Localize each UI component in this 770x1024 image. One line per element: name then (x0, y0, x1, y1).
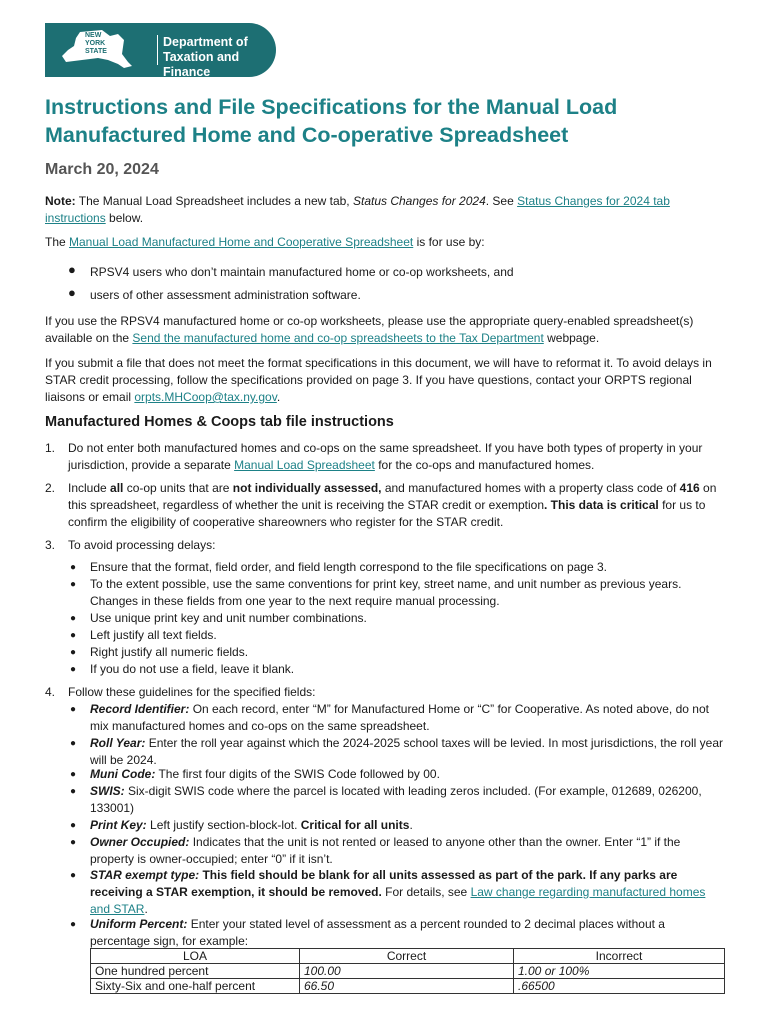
send-spreadsheets-link[interactable]: Send the manufactured home and co-op spreadsheets to the Tax Department (132, 331, 544, 345)
field-text: Indicates that the unit is not rented or leased to anyone other than the owner. Enter “1” if the property is owner-occupied; enter “0” if it isn’t. (90, 835, 681, 866)
table-cell: .66500 (514, 979, 725, 994)
field-text: Enter the roll year against which the 2024-2025 school taxes will be levied. In most jurisdictions, the roll year will be 2024. (90, 736, 723, 767)
list-item: Left justify all text fields. (90, 628, 217, 642)
list-item: If you do not use a field, leave it blank. (90, 662, 295, 676)
list-item: To the extent possible, use the same conventions for print key, street name, and unit number as previous years. Changes in these fields from one year to the next require manual processing. (90, 577, 682, 608)
table-cell: 1.00 or 100% (514, 964, 725, 979)
field-bold: Critical for all units (300, 818, 410, 832)
item-text: Include (68, 481, 111, 495)
list-item: RPSV4 users who don’t maintain manufactured home or co-op worksheets, and (90, 265, 514, 279)
list-item: users of other assessment administration software. (90, 288, 361, 302)
field-label: Roll Year: (90, 736, 146, 750)
email-link[interactable]: orpts.MHCoop@tax.ny.gov (134, 390, 277, 404)
field-bold: This field should be blank for all units assessed as part of the park. If any parks are receiving a STAR exemption, it should be removed. (90, 868, 678, 899)
document-date: March 20, 2024 (45, 161, 159, 178)
field-label: SWIS: (90, 784, 125, 798)
bullet-icon: ● (70, 704, 77, 715)
item-number: 3. (45, 538, 56, 552)
field-text: The first four digits of the SWIS Code followed by 00. (155, 767, 440, 781)
item-3: To avoid processing delays: (68, 538, 216, 552)
table-cell: 100.00 (300, 964, 514, 979)
status-changes-link[interactable]: Status Changes for 2024 tab instructions (45, 194, 670, 225)
item-4: Follow these guidelines for the specified fields: (68, 685, 316, 699)
item-number: 1. (45, 441, 56, 455)
table-cell: One hundred percent (91, 964, 300, 979)
paragraph-text: If you use the RPSV4 manufactured home or co-op worksheets, please use the appropriate query-enabled spreadsheet(s) available on the (45, 314, 694, 345)
field-text: For details, see (381, 885, 471, 899)
field-uniform-percent (90, 916, 725, 950)
bullet-icon: ● (70, 579, 77, 590)
table-cell: 66.50 (300, 979, 514, 994)
item-number: 4. (45, 685, 56, 699)
format-paragraph (45, 355, 725, 406)
field-text: . (409, 818, 413, 832)
item-text: Do not enter both manufactured homes and co-ops on the same spreadsheet. If you have both types of property in your jurisdiction, provide a separate (68, 441, 703, 472)
field-roll-year (90, 735, 725, 769)
table-header: Correct (300, 949, 514, 964)
field-label: Owner Occupied: (90, 835, 190, 849)
item-text: for us to confirm the eligibility of cooperative shareowners who register for the STAR credit. (68, 498, 706, 529)
bullet-icon: ● (70, 870, 77, 881)
field-muni-code (90, 766, 725, 783)
table-header: Incorrect (514, 949, 725, 964)
field-label: Print Key: (90, 818, 147, 832)
ny-line3: STATE (85, 48, 107, 55)
dept-line1: Department of (163, 35, 248, 49)
bullet-icon: ● (70, 630, 77, 641)
ny-line1: NEW (85, 32, 102, 39)
field-text: Left justify section-block-lot. (146, 818, 301, 832)
bullet-icon: ● (68, 262, 76, 277)
intro-paragraph (45, 234, 725, 251)
note-label: Note: (45, 194, 76, 208)
list-item: Ensure that the format, field order, and field length correspond to the file specifications on page 3. (90, 560, 607, 574)
item-1 (68, 440, 723, 474)
logo-divider (157, 35, 158, 65)
field-text: Six-digit SWIS code where the parcel is located with leading zeros included. (For example, 012689, 026200, 133001) (90, 784, 702, 815)
table-row (91, 979, 725, 994)
list-item: Use unique print key and unit number combinations. (90, 611, 367, 625)
item-bold: all (110, 481, 124, 495)
item-text: and manufactured homes with a property class code of (381, 481, 680, 495)
table-cell: Sixty-Six and one-half percent (91, 979, 300, 994)
item-bold: not individually assessed, (232, 481, 382, 495)
item-2 (68, 480, 723, 531)
bullet-icon: ● (70, 738, 77, 749)
note-text: The Manual Load Spreadsheet includes a new tab, (75, 194, 353, 208)
bullet-icon: ● (70, 647, 77, 658)
item-text: co-op units that are (123, 481, 233, 495)
field-owner-occupied (90, 834, 725, 868)
paragraph-text: webpage. (543, 331, 600, 345)
ny-line2: YORK (85, 40, 106, 47)
field-label: STAR exempt type: (90, 868, 200, 882)
item-bold: 416 (679, 481, 700, 495)
table-header: LOA (91, 949, 300, 964)
bullet-icon: ● (70, 837, 77, 848)
bullet-icon: ● (70, 820, 77, 831)
manual-load-spreadsheet-link[interactable]: Manual Load Manufactured Home and Cooperative Spreadsheet (69, 235, 414, 249)
law-change-link[interactable]: Law change regarding manufactured homes and STAR (90, 885, 706, 916)
list-item: Right justify all numeric fields. (90, 645, 249, 659)
table-header-row (91, 949, 725, 964)
bullet-icon: ● (70, 919, 77, 930)
bullet-icon: ● (70, 769, 77, 780)
intro-text: The (45, 235, 70, 249)
field-label: Muni Code: (90, 767, 156, 781)
bullet-icon: ● (70, 786, 77, 797)
field-swis (90, 783, 725, 817)
intro-text: is for use by: (413, 235, 485, 249)
field-record-identifier (90, 701, 725, 735)
field-print-key (90, 817, 725, 834)
table-row (91, 964, 725, 979)
item-text: for the co-ops and manufactured homes. (374, 458, 595, 472)
uniform-percent-table (90, 948, 725, 994)
paragraph-text: . (276, 390, 281, 404)
note-text: . See (485, 194, 518, 208)
field-label: Record Identifier: (90, 702, 190, 716)
ny-wordmark (85, 32, 107, 56)
bullet-icon: ● (70, 613, 77, 624)
nys-dtf-logo (45, 23, 276, 77)
note-text: below. (105, 211, 144, 225)
item-number: 2. (45, 481, 56, 495)
paragraph-text: If you submit a file that does not meet the format specifications in this document, we will have to reformat it. To avoid delays in STAR credit processing, follow the specifications provided on page 3. If you have questions, contact your ORPTS regional liaisons or email (45, 356, 712, 404)
item-text: on this spreadsheet, regardless of whether the unit is receiving the STAR credit or exemption (68, 481, 717, 512)
note-italic: Status Changes for 2024 (352, 194, 486, 208)
field-label: Uniform Percent: (90, 917, 188, 931)
department-name (163, 35, 276, 80)
manual-load-spreadsheet-link-2[interactable]: Manual Load Spreadsheet (234, 458, 375, 472)
rpsv4-paragraph (45, 313, 725, 347)
bullet-icon: ● (70, 562, 77, 573)
note-paragraph (45, 193, 725, 227)
dept-line2: Taxation and Finance (163, 50, 240, 79)
field-star-exempt-type (90, 867, 725, 918)
field-text: Enter your stated level of assessment as a percent rounded to 2 decimal places without a percentage sign, for example: (90, 917, 665, 948)
field-text: On each record, enter “M” for Manufactured Home or “C” for Cooperative. As noted above, do not mix manufactured homes and co-ops on the same spreadsheet. (90, 702, 709, 733)
section-heading: Manufactured Homes & Coops tab file instructions (45, 414, 394, 430)
bullet-icon: ● (68, 285, 76, 300)
bullet-icon: ● (70, 664, 77, 675)
field-text: . (144, 902, 148, 916)
document-title: Instructions and File Specifications for the Manual Load Manufactured Home and Co-operative Spreadsheet (45, 95, 618, 147)
item-bold: . This data is critical (544, 498, 659, 512)
